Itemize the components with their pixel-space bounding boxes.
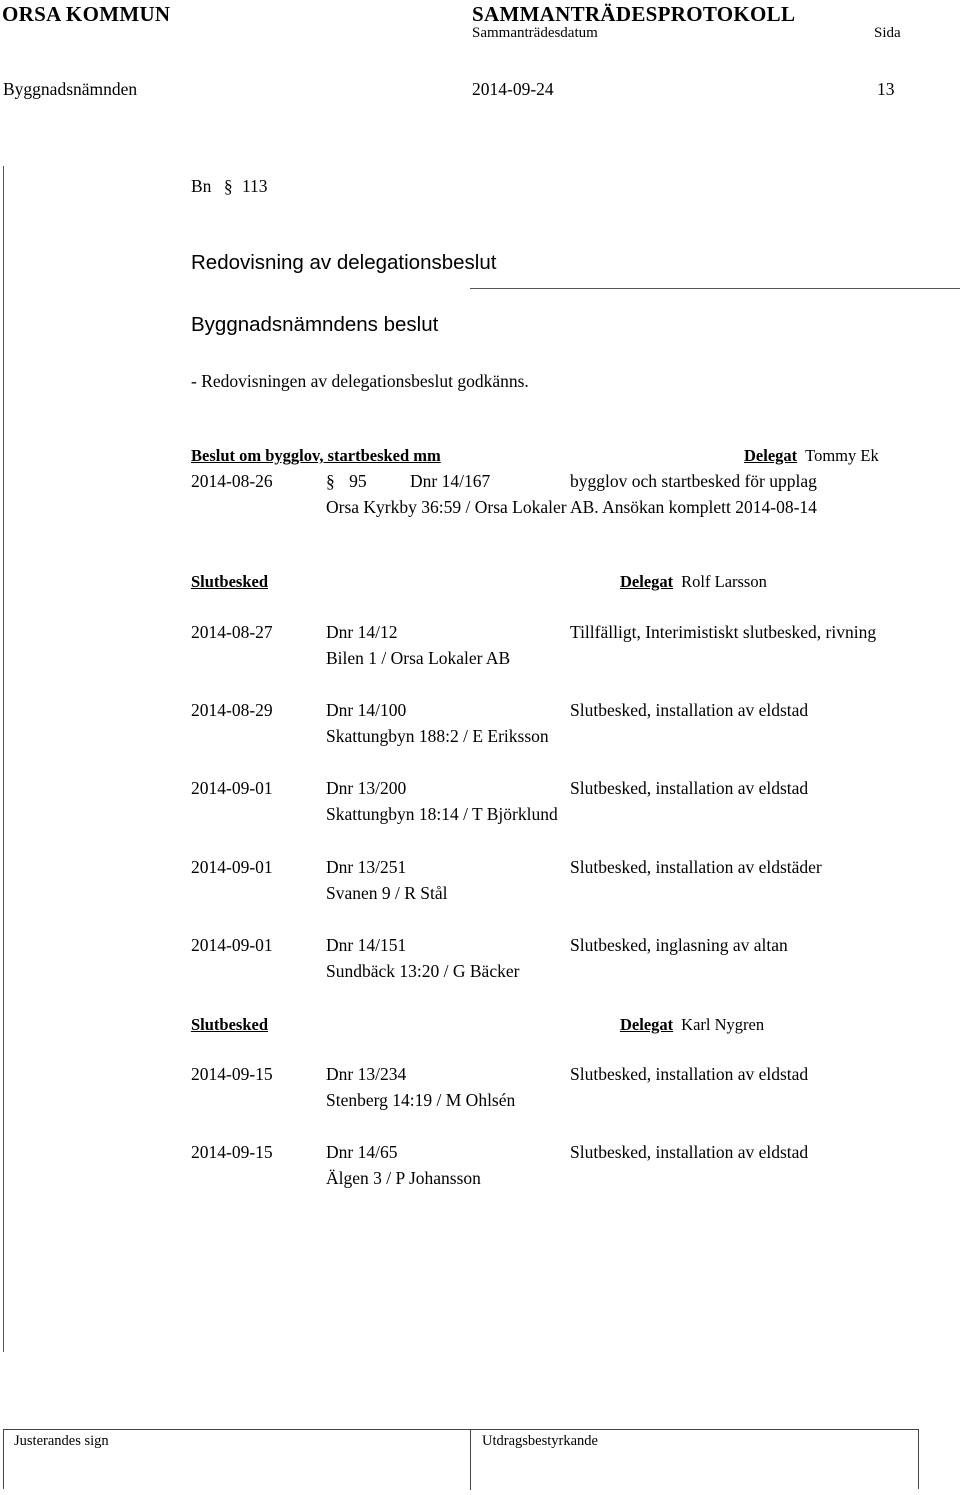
entry-dnr: Dnr 14/100	[326, 700, 407, 720]
slutbesked-delegat	[620, 1015, 764, 1035]
paragraph-number: 113	[241, 176, 268, 196]
slutbesked-heading: Slutbesked	[191, 1015, 269, 1034]
entry-date: 2014-09-15	[191, 1142, 273, 1162]
delegat-label: Delegat	[620, 1015, 674, 1034]
entry-desc: Slutbesked, installation av eldstad	[570, 1142, 809, 1162]
section-mark: §	[223, 176, 233, 196]
bygglov-delegat	[744, 446, 879, 466]
org-name: ORSA KOMMUN	[2, 2, 171, 26]
entry-dnr: Dnr 13/200	[326, 778, 407, 798]
margin-line	[3, 166, 4, 1352]
meeting-date-label: Sammanträdesdatum	[472, 25, 598, 41]
entry-date: 2014-08-29	[191, 700, 273, 720]
entry-dnr: Dnr 14/151	[326, 935, 407, 955]
entry-place: Skattungbyn 188:2 / E Eriksson	[326, 726, 549, 746]
paragraph-prefix: Bn	[191, 176, 212, 196]
entry-place: Stenberg 14:19 / M Ohlsén	[326, 1090, 516, 1110]
entry-date: 2014-09-01	[191, 935, 273, 955]
separator-line	[470, 288, 960, 289]
entry-place: Bilen 1 / Orsa Lokaler AB	[326, 648, 511, 668]
entry-desc: Slutbesked, installation av eldstad	[570, 700, 809, 720]
section-mark: §	[326, 471, 335, 491]
entry-date: 2014-09-01	[191, 857, 273, 877]
entry-desc: Slutbesked, inglasning av altan	[570, 935, 788, 955]
entry-dnr: Dnr 13/251	[326, 857, 407, 877]
footer-divider	[470, 1430, 471, 1490]
meeting-date: 2014-09-24	[472, 79, 554, 99]
entry-place: Svanen 9 / R Stål	[326, 883, 448, 903]
extract-label: Utdragsbestyrkande	[482, 1433, 598, 1449]
delegat-name: Rolf Larsson	[681, 572, 767, 591]
entry-date: 2014-09-15	[191, 1064, 273, 1084]
bygglov-num: 95	[349, 471, 367, 491]
entry-dnr: Dnr 14/65	[326, 1142, 398, 1162]
entry-date: 2014-09-01	[191, 778, 273, 798]
slutbesked-delegat	[620, 572, 767, 592]
decision-text: - Redovisningen av delegationsbeslut godkänns.	[191, 371, 529, 391]
paragraph-id	[191, 176, 268, 197]
delegat-name: Tommy Ek	[805, 446, 879, 465]
page-label: Sida	[874, 25, 901, 41]
sign-label: Justerandes sign	[14, 1433, 109, 1449]
entry-dnr: Dnr 13/234	[326, 1064, 407, 1084]
document-type: SAMMANTRÄDESPROTOKOLL	[472, 2, 796, 26]
entry-place: Skattungbyn 18:14 / T Björklund	[326, 804, 558, 824]
bygglov-detail: Orsa Kyrkby 36:59 / Orsa Lokaler AB. Ansökan komplett 2014-08-14	[326, 497, 817, 517]
entry-date: 2014-08-27	[191, 622, 273, 642]
bygglov-paragraph	[326, 471, 367, 492]
board-name: Byggnadsnämnden	[3, 79, 138, 99]
entry-place: Sundbäck 13:20 / G Bäcker	[326, 961, 520, 981]
footer-box	[3, 1429, 919, 1489]
delegat-label: Delegat	[744, 446, 798, 465]
entry-desc: Tillfälligt, Interimistiskt slutbesked, rivning	[570, 622, 877, 642]
entry-desc: Slutbesked, installation av eldstad	[570, 1064, 809, 1084]
page-number: 13	[877, 79, 895, 99]
paragraph-title: Redovisning av delegationsbeslut	[191, 251, 497, 274]
entry-desc: Slutbesked, installation av eldstad	[570, 778, 809, 798]
slutbesked-heading: Slutbesked	[191, 572, 269, 591]
bygglov-date: 2014-08-26	[191, 471, 273, 491]
delegat-label: Delegat	[620, 572, 674, 591]
bygglov-heading: Beslut om bygglov, startbesked mm	[191, 446, 441, 465]
decision-heading: Byggnadsnämndens beslut	[191, 313, 439, 336]
bygglov-dnr: Dnr 14/167	[410, 471, 491, 491]
bygglov-desc: bygglov och startbesked för upplag	[570, 471, 817, 491]
entry-desc: Slutbesked, installation av eldstäder	[570, 857, 822, 877]
entry-place: Älgen 3 / P Johansson	[326, 1168, 481, 1188]
entry-dnr: Dnr 14/12	[326, 622, 398, 642]
delegat-name: Karl Nygren	[681, 1015, 765, 1034]
